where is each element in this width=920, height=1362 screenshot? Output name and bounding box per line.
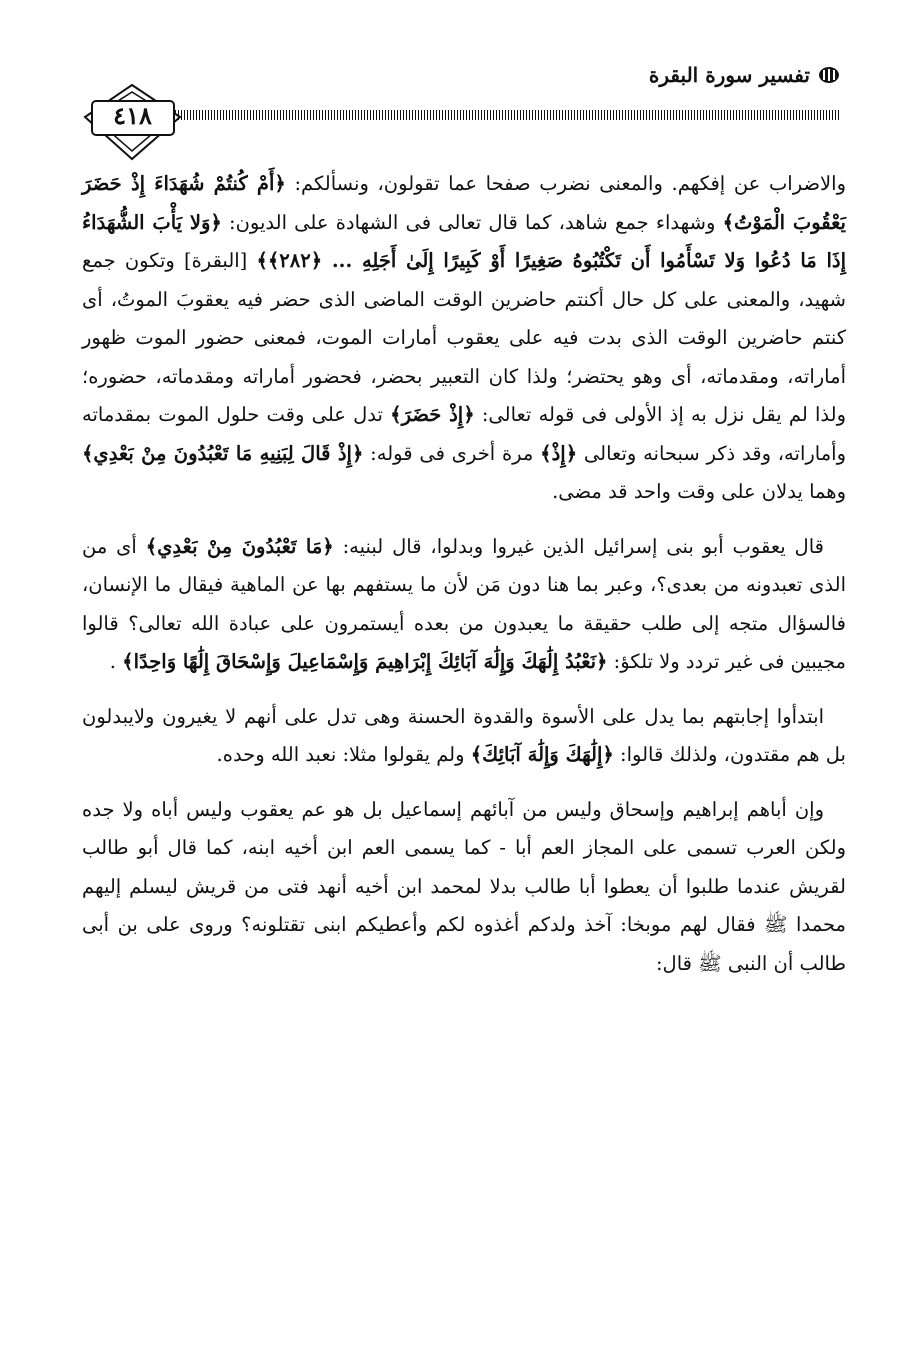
quran-quote: ﴿إِذْ﴾ (540, 441, 578, 465)
quran-quote: ﴿وَلا يَأْبَ الشُّهَدَاءُ إِذَا مَا دُعُوا وَلا تَسْأَمُوا أَن تَكْتُبُوهُ صَغِيرًا أَوْ كَبِيرًا إِلَىٰ أَجَلِهِ ... ﴿٢٨٢﴾﴾ (82, 210, 846, 272)
page-header (80, 55, 840, 165)
quran-quote: ﴿مَا تَعْبُدُونَ مِنْ بَعْدِي﴾ (145, 534, 334, 558)
paragraph (82, 528, 846, 682)
page-body (82, 165, 846, 999)
body-text: ابتدأوا إجابتهم بما يدل على الأسوة والقدوة الحسنة وهى تدل على أنهم لا يغيرون ولايبدلون بل هم مقتدون، ولذلك قالوا: (82, 704, 846, 766)
body-text: تدل على وقت حلول الموت بمقدماته وأماراته، وقد ذكر سبحانه وتعالى (82, 403, 846, 465)
quran-quote: ﴿أَمْ كُنتُمْ شُهَدَاءَ إِذْ حَضَرَ يَعْقُوبَ الْمَوْتُ﴾ (82, 172, 846, 234)
body-text: وشهداء جمع شاهد، كما قال تعالى فى الشهادة على الديون: (221, 210, 723, 234)
book-title: تفسير سورة البقرة (648, 63, 810, 87)
quran-quote: ﴿إِذْ قَالَ لِبَنِيهِ مَا تَعْبُدُونَ مِنْ بَعْدِي﴾ (82, 441, 364, 465)
body-text: [البقرة] وتكون جمع شهيد، والمعنى على كل حال أكنتم حاضرين الوقت الماضى الذى حضر فيه يعقوبَ الموتُ، أى كنتم حاضرين الوقت الذى بدت فيه على يعقوب أمارات الموت، فمعنى حضور الموت ظهور أماراته، ومقدماته، أى وهو يحتضر؛ ولذا كان التعبير بحضر، فحضور أماراته ومقدماته، حضوره؛ ولذا لم يقل نزل به إذ الأولى فى قوله تعالى: (82, 249, 847, 426)
body-text: وهما يدلان على وقت واحد قد مضى. (552, 480, 846, 503)
quran-quote: ﴿إِلَٰهَكَ وَإِلَٰهَ آبَائِكَ﴾ (470, 743, 614, 766)
paragraph (82, 791, 846, 984)
quran-quote: ﴿نَعْبُدُ إِلَٰهَكَ وَإِلَٰهَ آبَائِكَ إِبْرَاهِيمَ وَإِسْمَاعِيلَ وَإِسْحَاقَ إِلَٰهًا وَاحِدًا﴾ (122, 650, 608, 673)
body-text: أى من الذى تعبدونه من بعدى؟، وعبر بما هنا دون مَن لأن ما يستفهم بها عن الماهية فيقال ما الإنسان، فالسؤال متجه إلى طلب حقيقة ما يعبدون من بعده أيستمرون على عبادة الله تعالى؟ قالوا مجيبين فى غير تردد ولا تلكؤ: (82, 534, 846, 673)
body-text: وإن أباهم إبراهيم وإسحاق وليس من آبائهم إسماعيل بل هو عم يعقوب وليس أباه ولا جده ولكن العرب تسمى على المجاز العم أبا - كما يسمى العم ابن أخيه ابنه، كما قال أبو طالب لقريش عندما طلبوا أن يعطوا أبا طالب بدلا لمحمد ابن أخيه أنهد فتى من قريش ليسلم إليهم محمدا ﷺ فقال لهم موبخا: آخذ ولدكم أغذوه لكم وأعطيكم ابنى تقتلونه؟ وروى على بن أبى طالب أن النبى ﷺ قال: (82, 797, 846, 975)
running-title (649, 63, 840, 87)
body-text: والاضراب عن إفكهم. والمعنى نضرب صفحا عما تقولون، ونسألكم: (285, 172, 846, 195)
quran-quote: ﴿إِذْ حَضَرَ﴾ (390, 403, 475, 426)
paragraph (82, 165, 846, 512)
paragraph (82, 698, 846, 775)
body-text: قال يعقوب أبو بنى إسرائيل الذين غيروا وبدلوا، قال لبنيه: (333, 534, 824, 558)
body-text: مرة أخرى فى قوله: (363, 441, 541, 465)
book-ornament-icon (818, 66, 840, 84)
page-number: ٤١٨ (113, 100, 152, 130)
header-rule (175, 110, 840, 120)
body-text: . (109, 650, 123, 673)
body-text: ولم يقولوا مثلا: نعبد الله وحده. (216, 743, 471, 766)
